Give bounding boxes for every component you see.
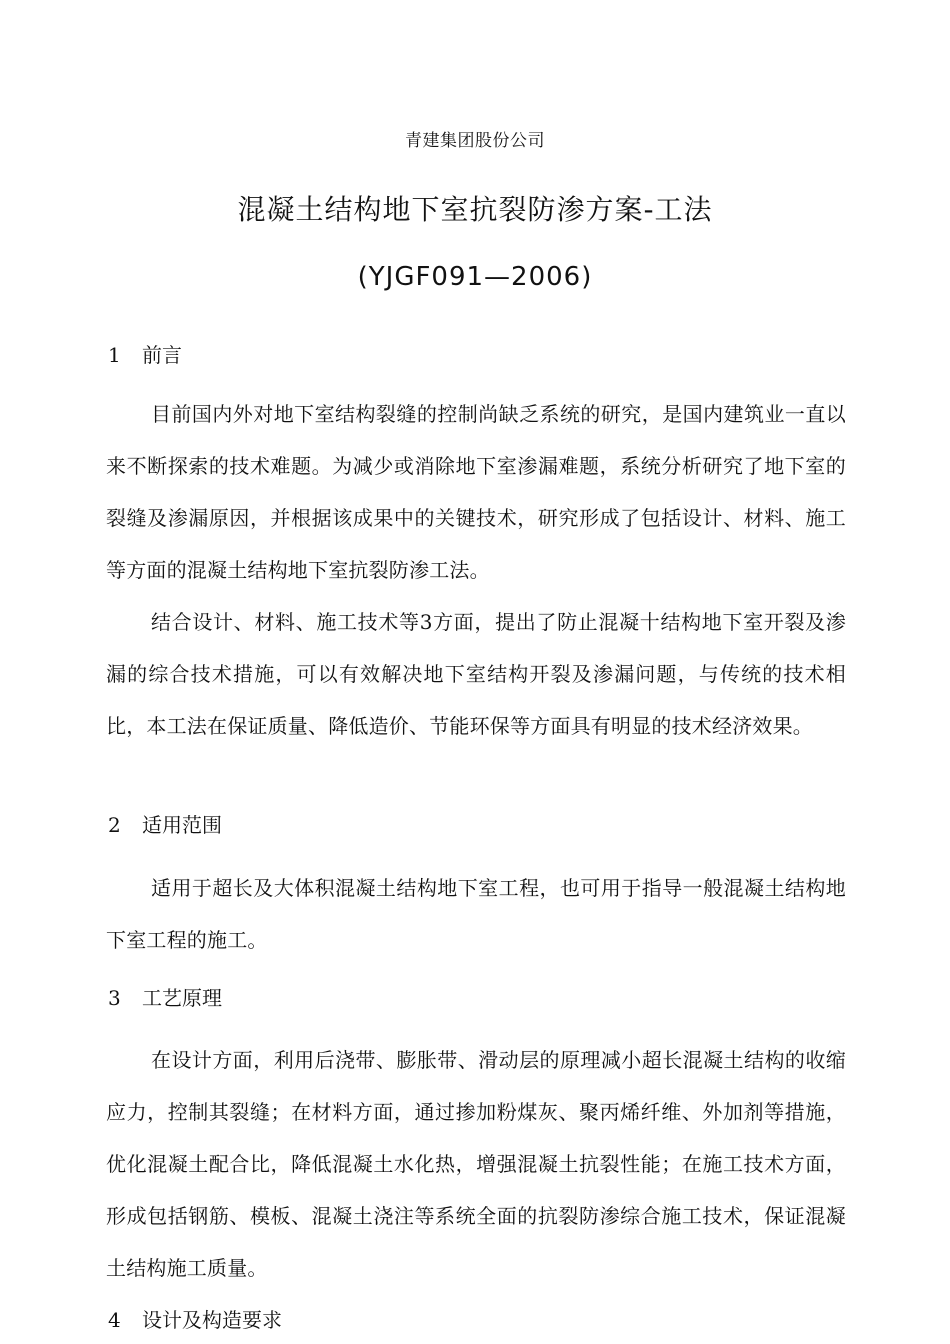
section-title: 工艺原理 [142,986,222,1010]
standard-code: (YJGF091—2006) [357,262,593,292]
section-heading-2 [108,810,222,840]
section-title: 前言 [142,343,182,367]
section-number: 1 [108,343,121,367]
section-title: 设计及构造要求 [142,1308,282,1332]
section-number: 3 [108,986,121,1010]
paragraph: 在设计方面，利用后浇带、膨胀带、滑动层的原理减小超长混凝土结构的收缩应力，控制其裂缝；在材料方面，通过掺加粉煤灰、聚丙烯纤维、外加剂等措施，优化混凝土配合比，降低混凝土水化热，增强混凝土抗裂性能；在施工技术方面，形成包括钢筋、模板、混凝土浇注等系统全面的抗裂防渗综合施工技术，保证混凝土结构施工质量。 [106,1048,846,1280]
paragraph: 结合设计、材料、施工技术等3方面，提出了防止混凝十结构地下室开裂及渗漏的综合技术措施，可以有效解决地下室结构开裂及渗漏问题，与传统的技术相比，本工法在保证质量、降低造价、节能环保等方面具有明显的技术经济效果。 [106,610,846,738]
section-heading-4 [108,1305,282,1335]
paragraph: 适用于超长及大体积混凝土结构地下室工程，也可用于指导一般混凝土结构地下室工程的施工。 [106,876,846,952]
section-heading-1 [108,340,182,370]
paragraph: 目前国内外对地下室结构裂缝的控制尚缺乏系统的研究，是国内建筑业一直以来不断探索的技术难题。为减少或消除地下室渗漏难题，系统分析研究了地下室的裂缝及渗漏原因，并根据该成果中的关键技术，研究形成了包括设计、材料、施工等方面的混凝土结构地下室抗裂防渗工法。 [106,402,846,582]
section-number: 4 [108,1308,121,1332]
document-title: 混凝土结构地下室抗裂防渗方案-工法 [237,193,713,226]
section-number: 2 [108,813,121,837]
section-title: 适用范围 [142,813,222,837]
company-name: 青建集团股份公司 [405,131,545,151]
section-heading-3 [108,983,222,1013]
